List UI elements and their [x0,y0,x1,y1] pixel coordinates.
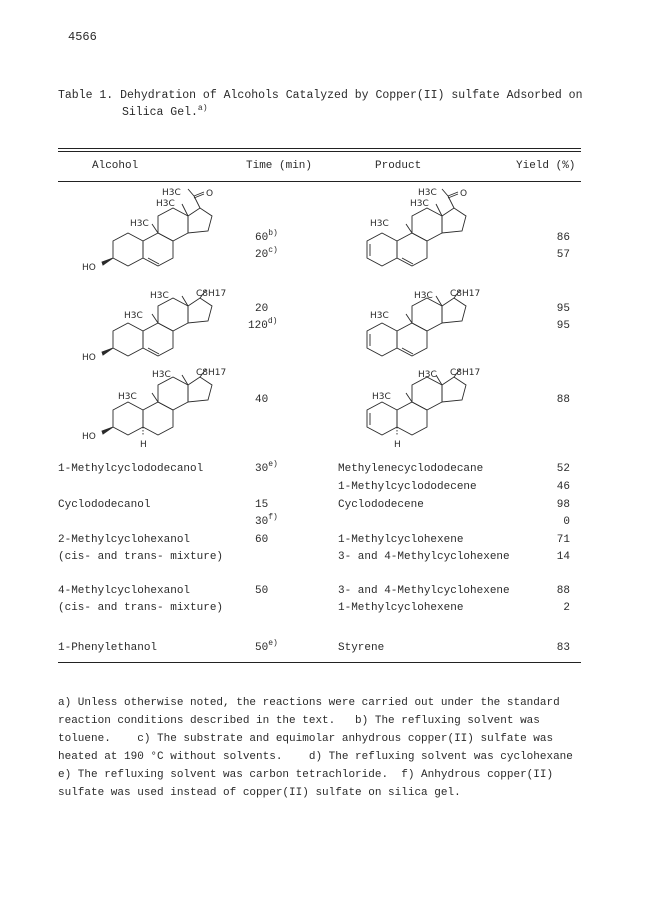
header-rule [58,181,581,182]
methyl-label-b: H3C [152,370,171,380]
side-chain-label: C8H17 [196,289,227,299]
table-caption-line2 [122,106,208,119]
footnote-line3: toluene. c) The substrate and equimolar anhydrous copper(II) sulfate was [58,733,554,745]
hydroxyl-label: HO [82,353,96,363]
methyl-label-a: H3C [124,311,143,321]
oxygen-label: O [460,189,468,199]
page-number: 4566 [68,30,97,44]
side-chain-label: C8H17 [196,368,227,378]
row2-yield1: 95 [556,303,570,315]
side-chain-label: C8H17 [450,368,481,378]
methyl-label-a: H3C [130,219,149,229]
row4-yield2: 46 [556,481,570,493]
row6-yield1: 71 [556,534,570,546]
methyl-label-a: H3C [370,219,389,229]
row6-alcohol1: 2-Methylcyclohexanol [58,534,191,546]
methyl-label-a: H3C [372,392,391,402]
structure-cholestadiene [332,286,482,366]
row2-time2 [248,317,278,332]
row8-product: Styrene [338,642,385,654]
row5-time1: 15 [255,499,269,511]
row4-product2: 1-Methylcyclododecene [338,481,477,493]
header-alcohol: Alcohol [92,160,139,172]
row7-yield2: 2 [563,602,570,614]
hydroxyl-label: HO [82,432,96,442]
row7-product1: 3- and 4-Methylcyclohexene [338,585,510,597]
row6-yield2: 14 [556,551,570,563]
row7-product2: 1-Methylcyclohexene [338,602,464,614]
methyl-label-b: H3C [414,291,433,301]
structure-pregnadienone [332,186,482,276]
structure-cholestene [332,365,482,453]
row6-product1: 1-Methylcyclohexene [338,534,464,546]
hydrogen-label: H [140,440,147,450]
row6-alcohol2: (cis- and trans- mixture) [58,551,224,563]
row4-time-value: 30 [255,463,269,475]
row7-alcohol2: (cis- and trans- mixture) [58,602,224,614]
header-product: Product [375,160,422,172]
oxygen-label: O [206,189,214,199]
methyl-label-b: H3C [150,291,169,301]
row7-yield1: 88 [556,585,570,597]
row1-yield2: 57 [556,249,570,261]
row1-time2-value: 20 [255,249,269,261]
row4-time-mark: e) [268,460,278,469]
methyl-label-a: H3C [370,311,389,321]
bottom-rule [58,662,581,663]
methyl-label-b: H3C [418,370,437,380]
methyl-label-c: H3C [410,199,429,209]
footnote-line6: sulfate was used instead of copper(II) sulfate on silica gel. [58,787,461,799]
row4-yield1: 52 [556,463,570,475]
methyl-label-b: H3C [162,188,181,198]
row7-alcohol1: 4-Methylcyclohexanol [58,585,191,597]
row8-time [255,639,278,654]
row3-yield: 88 [556,394,570,406]
row5-time2-value: 30 [255,516,269,528]
top-rule-2 [58,151,581,152]
row7-time: 50 [255,585,269,597]
row1-time1-mark: b) [268,229,278,238]
row1-time1-value: 60 [255,232,269,244]
row1-time2 [255,246,278,261]
row8-alcohol: 1-Phenylethanol [58,642,158,654]
footnote-line4: heated at 190 °C without solvents. d) The refluxing solvent was cyclohexane [58,751,573,763]
row5-alcohol: Cyclododecanol [58,499,151,511]
row4-alcohol: 1-Methylcyclododecanol [58,463,204,475]
header-yield: Yield (%) [516,160,576,172]
methyl-label-a: H3C [118,392,137,402]
table-caption-line1: Table 1. Dehydration of Alcohols Catalyzed by Copper(II) sulfate Adsorbed on [58,89,583,102]
row2-yield2: 95 [556,320,570,332]
header-time: Time (min) [246,160,313,172]
top-rule-1 [58,148,581,149]
caption-text: Silica Gel. [122,106,198,119]
row6-product2: 3- and 4-Methylcyclohexene [338,551,510,563]
row5-yield2: 0 [563,516,570,528]
row5-yield1: 98 [556,499,570,511]
row1-time2-mark: c) [268,246,278,255]
row8-time-value: 50 [255,642,269,654]
hydrogen-label: H [394,440,401,450]
row5-time2-mark: f) [268,513,278,522]
row5-product: Cyclododecene [338,499,424,511]
row4-time [255,460,278,475]
structure-cholesterol [78,286,228,366]
footnote-line1: a) Unless otherwise noted, the reactions were carried out under the standard [58,697,560,709]
hydroxyl-label: HO [82,263,96,273]
row8-yield: 83 [556,642,570,654]
row4-product1: Methylenecyclododecane [338,463,484,475]
caption-footnote-mark: a) [197,104,208,113]
methyl-label-b: H3C [418,188,437,198]
row2-time2-value: 120 [248,320,268,332]
row8-time-mark: e) [268,639,278,648]
methyl-label-c: H3C [156,199,175,209]
side-chain-label: C8H17 [450,289,481,299]
footnote-line5: e) The refluxing solvent was carbon tetrachloride. f) Anhydrous copper(II) [58,769,554,781]
row5-time2 [255,513,278,528]
row1-time1 [255,229,278,244]
row1-yield1: 86 [556,232,570,244]
structure-cholestanol [78,365,228,453]
row2-time2-mark: d) [267,317,278,326]
row2-time1: 20 [255,303,269,315]
structure-pregnenolone [78,186,228,276]
footnote-line2: reaction conditions described in the text. b) The refluxing solvent was [58,715,540,727]
row3-time: 40 [255,394,269,406]
row6-time: 60 [255,534,269,546]
